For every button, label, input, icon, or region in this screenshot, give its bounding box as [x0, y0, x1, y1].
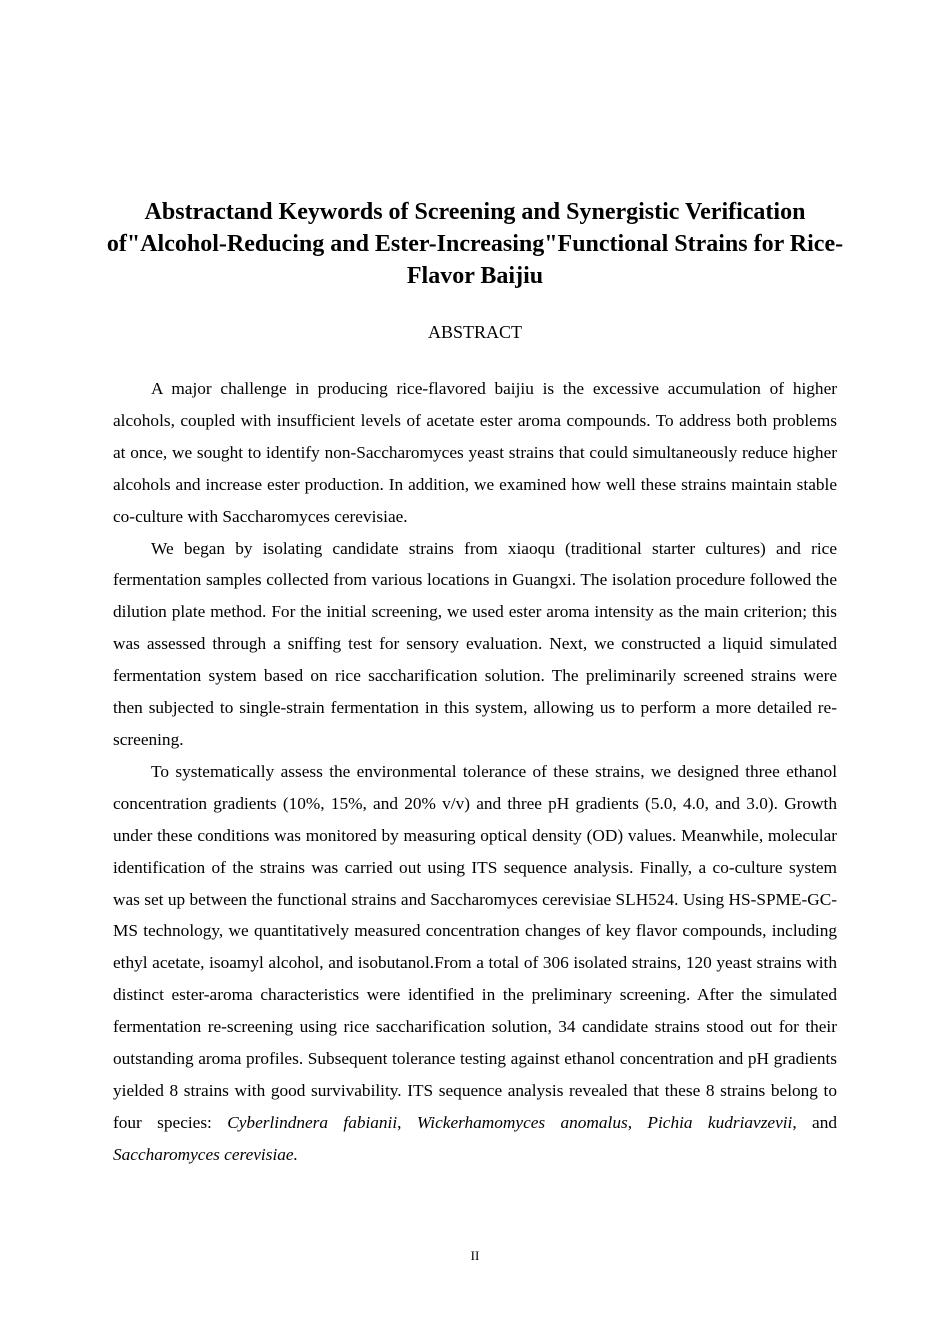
species-separator-3: , and [792, 1112, 837, 1132]
document-title: Abstractand Keywords of Screening and Synergistic Verification of"Alcohol-Reducing and Ester-Increasing"Functional Strains for Rice-Flavor Baijiu [106, 199, 844, 289]
abstract-paragraph-2: We began by isolating candidate strains from xiaoqu (traditional starter cultures) and rice fermentation samples collected from various locations in Guangxi. The isolation procedure followed the dilution plate method. For the initial screening, we used ester aroma intensity as the main criterion; this was assessed through a sniffing test for sensory evaluation. Next, we constructed a liquid simulated fermentation system based on rice saccharification solution. The preliminarily screened strains were then subjected to single-strain fermentation in this system, allowing us to perform a more detailed re-screening. [113, 538, 837, 749]
species-name-1: Cyberlindnera fabianii [227, 1112, 398, 1132]
abstract-body [113, 373, 837, 1171]
species-name-4: Saccharomyces cerevisiae. [113, 1144, 298, 1164]
species-name-2: Wickerhamomyces anomalus [416, 1112, 628, 1132]
paragraph-3-text: To systematically assess the environmental tolerance of these strains, we designed three ethanol concentration gradients (10%, 15%, and 20% v/v) and three pH gradients (5.0, 4.0, and 3.0). Growth under these conditions was monitored by measuring optical density (OD) values. Meanwhile, molecular identification of the strains was carried out using ITS sequence analysis. Finally, a co-culture system was set up between the functional strains and Saccharomyces cerevisiae SLH524. Using HS-SPME-GC-MS technology, we quantitatively measured concentration changes of key flavor compounds, including ethyl acetate, isoamyl alcohol, and isobutanol.From a total of 306 isolated strains, 120 yeast strains with distinct ester-aroma characteristics were identified in the preliminary screening. After the simulated fermentation re-screening using rice saccharification solution, 34 candidate strains stood out for their outstanding aroma profiles. Subsequent tolerance testing against ethanol concentration and pH gradients yielded 8 strains with good survivability. ITS sequence analysis revealed that these 8 strains belong to four species: [113, 761, 837, 1132]
species-separator-1: , [397, 1112, 417, 1132]
page-number: II [470, 1248, 480, 1263]
abstract-heading: ABSTRACT [427, 322, 523, 342]
abstract-paragraph-1: A major challenge in producing rice-flavored baijiu is the excessive accumulation of higher alcohols, coupled with insufficient levels of acetate ester aroma compounds. To address both problems at once, we sought to identify non-Saccharomyces yeast strains that could simultaneously reduce higher alcohols and increase ester production. In addition, we examined how well these strains maintain stable co-culture with Saccharomyces cerevisiae. [113, 379, 837, 526]
abstract-paragraph-3 [113, 756, 837, 1171]
species-separator-2: , [627, 1112, 648, 1132]
species-name-3: Pichia kudriavzevii [647, 1112, 793, 1132]
